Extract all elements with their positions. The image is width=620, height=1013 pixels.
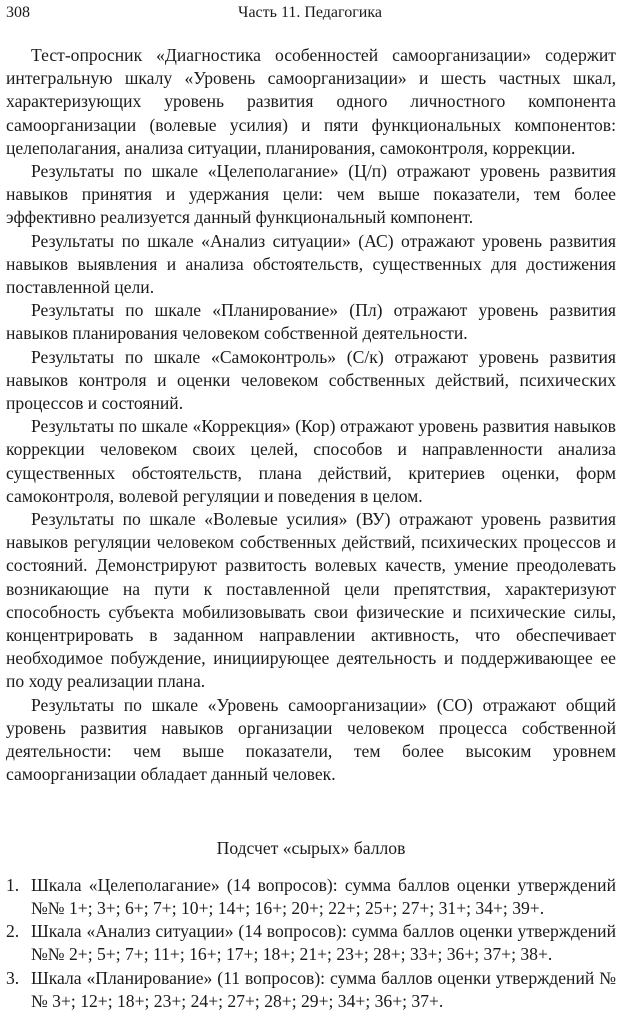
paragraph: Результаты по шкале «Целеполагание» (Ц/п) отражают уровень развития навыков принятия и удержания цели: чем выше показатели, тем более эффективно реализуется данный функциональный компонент. xyxy=(6,161,616,228)
list-item xyxy=(6,874,616,920)
running-title: Часть 11. Педагогика xyxy=(238,4,382,21)
list-item-number: 2. xyxy=(6,921,20,942)
list-item-text: Шкала «Планирование» (11 вопросов): сумма баллов оценки утверждений №№ 3+; 12+; 18+; 23+; 24+; 27+; 28+; 29+; 34+; 36+; 37+. xyxy=(31,967,616,1011)
list-item-number: 1. xyxy=(6,874,20,895)
section-subheading: Подсчет «сырых» баллов xyxy=(216,837,406,858)
paragraph: Тест-опросник «Диагностика особенностей самоорганизации» содержит интегральную шкалу «Уровень самоорганизации» и шесть частных шкал, характеризующих уровень развития одного личностного компонента самоорганизации (волевые усилия) и пяти функциональных компонентов: целеполагания, анализа ситуации, планирования, самоконтроля, коррекции. xyxy=(6,45,616,158)
paragraph: Результаты по шкале «Коррекция» (Кор) отражают уровень развития навыков коррекции человеком своих целей, способов и направленности анализа существенных обстоятельств, плана действий, критериев оценки, форм самоконтроля, волевой регуляции и поведения в целом. xyxy=(6,416,616,506)
list-item xyxy=(6,967,616,1013)
page-body xyxy=(6,44,616,1013)
page-header xyxy=(6,4,614,28)
paragraph: Результаты по шкале «Планирование» (Пл) отражают уровень развития навыков планирования человеком собственной деятельности. xyxy=(6,300,616,344)
paragraph: Результаты по шкале «Самоконтроль» (С/к) отражают уровень развития навыков контроля и оценки человеком собственных действий, психических процессов и состояний. xyxy=(6,346,616,414)
paragraph: Результаты по шкале «Волевые усилия» (ВУ) отражают уровень развития навыков регуляции человеком собственных действий, психических процессов и состояний. Демонстрируют развитость волевых качеств, умение преодолевать возникающие на пути к поставленной цели препятствия, характеризуют способность субъекта мобилизовывать свои физические и психические силы, концентрировать в заданном направлении активность, что обеспечивает необходимое побуждение, инициирующее деятельность и поддерживающее ее по ходу реализации плана. xyxy=(6,509,616,692)
paragraph: Результаты по шкале «Уровень самоорганизации» (СО) отражают общий уровень развития навыков организации человеком процесса собственной деятельности: чем выше показатели, тем более высоким уровнем самоорганизации обладает данный человек. xyxy=(6,694,616,785)
list-item-number: 3. xyxy=(6,967,20,988)
list-item-text: Шкала «Анализ ситуации» (14 вопросов): сумма баллов оценки утверждений №№ 2+; 5+; 7+; 11+; 16+; 17+; 18+; 21+; 23+; 28+; 33+; 36+; 37+; 38+. xyxy=(31,921,616,965)
list-item-text: Шкала «Целеполагание» (14 вопросов): сумма баллов оценки утверждений №№ 1+; 3+; 6+; 7+; 10+; 14+; 16+; 20+; 22+; 25+; 27+; 31+; 34+; 39+. xyxy=(31,874,616,918)
paragraph: Результаты по шкале «Анализ ситуации» (АС) отражают уровень развития навыков выявления и анализа обстоятельств, существенных для достижения поставленной цели. xyxy=(6,230,616,298)
list-item xyxy=(6,920,616,966)
page-number: 308 xyxy=(6,4,30,21)
scoring-list xyxy=(6,874,616,1013)
